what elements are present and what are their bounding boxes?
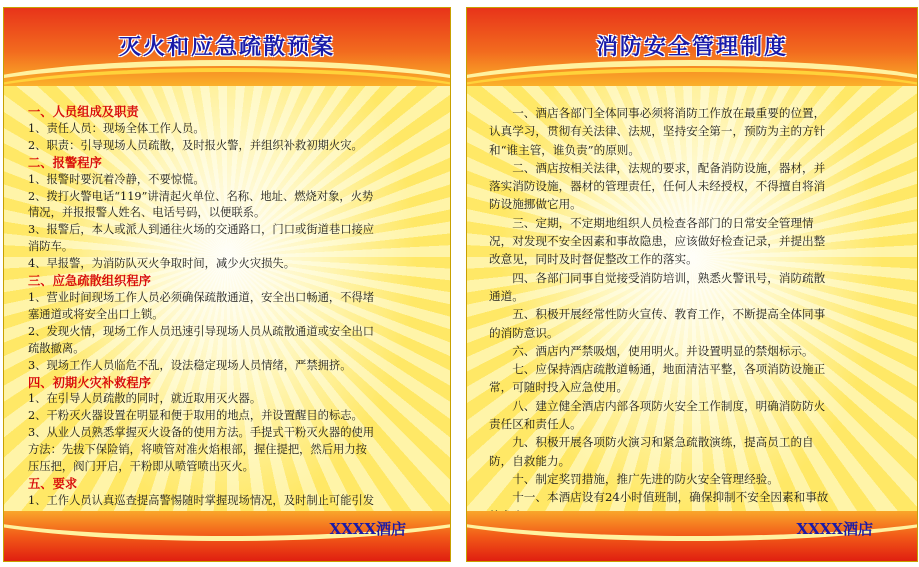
section-heading: 五、要求 bbox=[28, 475, 78, 491]
text-line: 二、酒店按相关法律，法规的要求，配备消防设施，器材，并 bbox=[512, 160, 826, 175]
text-line: 三、定期，不定期地组织人员检查各部门的日常安全管理情 bbox=[512, 215, 814, 230]
text-line: 2、职责：引导现场人员疏散，及时报火警，并组织补救初期火灾。 bbox=[28, 138, 363, 152]
text-line: 防设施挪做它用。 bbox=[489, 197, 582, 212]
text-line: 的消防意识。 bbox=[489, 325, 559, 340]
text-line: 九、积极开展各项防火演习和紧急疏散演练，提高员工的自 bbox=[512, 435, 814, 450]
text-line: 六、酒店内严禁吸烟，使用明火。并设置明显的禁烟标示。 bbox=[512, 343, 814, 358]
poster-title: 消防安全管理制度 bbox=[595, 35, 788, 60]
text-line: 1、责任人员：现场全体工作人员。 bbox=[28, 121, 205, 135]
text-line: 七、应保持酒店疏散道畅通，地面清洁平整，各项消防设施正 bbox=[512, 362, 826, 377]
text-line: 情况，并报报警人姓名、电话号码，以便联系。 bbox=[28, 206, 266, 220]
text-line: 2、发现火情，现场工作人员迅速引导现场人员从疏散通道或安全出口 bbox=[28, 324, 375, 338]
text-line: 4、早报警，为消防队灭火争取时间，减少火灾损失。 bbox=[28, 257, 296, 271]
text-line: 认真学习，贯彻有关法律、法规，坚持安全第一，预防为主的方针 bbox=[489, 124, 826, 139]
text-line: 消防车。 bbox=[28, 240, 74, 254]
section-heading: 二、报警程序 bbox=[28, 154, 102, 170]
text-line: 1、营业时间现场工作人员必须确保疏散通道，安全出口畅通，不得堵 bbox=[28, 290, 375, 304]
text-line: 责任区和责任人。 bbox=[489, 417, 582, 432]
poster-emergency-plan bbox=[3, 7, 451, 562]
poster-title: 灭火和应急疏散预案 bbox=[118, 35, 335, 60]
text-line: 2、干粉灭火器设置在明显和便于取用的地点，并设置醒目的标志。 bbox=[28, 409, 363, 423]
text-line: 防，自救能力。 bbox=[489, 453, 571, 468]
text-line: 常，可随时投入应急使用。 bbox=[489, 380, 629, 395]
text-line: 塞通道或将安全出口上锁。 bbox=[28, 307, 164, 321]
text-line: 十、制定奖罚措施，推广先进的防火安全管理经验。 bbox=[512, 471, 779, 486]
poster-fire-safety-rules bbox=[466, 7, 918, 562]
text-line: 3、现场工作人员临危不乱，设法稳定现场人员情绪，严禁拥挤。 bbox=[28, 358, 352, 372]
text-line: 一、酒店各部门全体同事必须将消防工作放在最重要的位置， bbox=[512, 106, 826, 120]
text-line: 3、报警后，本人或派人到通往火场的交通路口，门口或街道巷口接应 bbox=[28, 223, 375, 237]
section-heading: 四、初期火灾补救程序 bbox=[28, 374, 151, 390]
text-line: 十一、本酒店设有24小时值班制，确保抑制不安全因素和事故 bbox=[512, 490, 829, 505]
section-heading: 一、人员组成及职责 bbox=[28, 104, 139, 119]
text-line: 落实消防设施，器材的管理责任，任何人未经授权，不得擅自将消 bbox=[489, 179, 826, 194]
hotel-name: XXXX酒店 bbox=[329, 520, 406, 538]
text-line: 况，对发现不安全因素和事故隐患，应该做好检查记录，并提出整 bbox=[489, 234, 826, 249]
text-line: 和“谁主管，谁负责”的原则。 bbox=[489, 142, 640, 157]
text-line: 五、积极开展经常性防火宣传、教育工作，不断提高全体同事 bbox=[512, 307, 826, 322]
text-line: 2、拨打火警电话“119”讲清起火单位、名称、地址、燃烧对象，火势 bbox=[28, 189, 374, 203]
text-line: 八、建立健全酒店内部各项防火安全工作制度，明确消防防火 bbox=[512, 398, 826, 413]
text-line: 通道。 bbox=[489, 288, 524, 303]
text-line: 1、报警时要沉着冷静，不要惊慌。 bbox=[28, 172, 205, 186]
poster-body bbox=[489, 104, 899, 525]
text-line: 疏散撤离。 bbox=[28, 341, 85, 355]
text-line: 改意见，同时及时督促整改工作的落实。 bbox=[489, 252, 698, 267]
section-heading: 三、应急疏散组织程序 bbox=[28, 273, 151, 289]
text-line: 1、在引导人员疏散的同时，就近取用灭火器。 bbox=[28, 392, 262, 406]
text-line: 压压把，阀门开启，干粉即从喷管喷出灭火。 bbox=[28, 460, 254, 474]
text-line: 3、从业人员熟悉掌握灭火设备的使用方法。手提式干粉灭火器的使用 bbox=[28, 426, 375, 440]
text-line: 四、各部门同事自觉接受消防培训，熟悉火警讯号，消防疏散 bbox=[512, 270, 826, 285]
text-line: 方法：先拔下保险销，将喷管对准火焰根部，握住提把，然后用力按 bbox=[28, 443, 367, 457]
hotel-name: XXXX酒店 bbox=[796, 520, 873, 538]
text-line: 1、工作人员认真巡查提高警惕随时掌握现场情况，及时制止可能引发 bbox=[28, 493, 375, 507]
